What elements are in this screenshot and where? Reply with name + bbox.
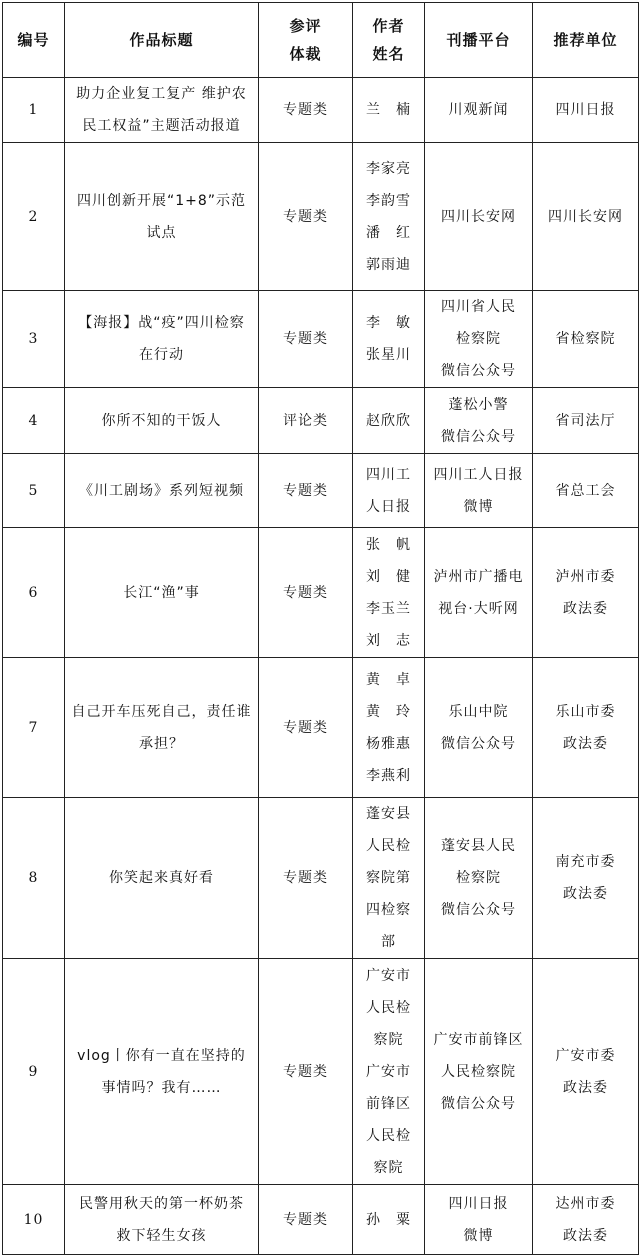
- platform-cell-line: 川观新闻: [448, 102, 509, 118]
- authors-cell-line: 张星川: [366, 347, 411, 363]
- unit-cell: [533, 959, 639, 1185]
- unit-cell-line: 政法委: [563, 600, 608, 617]
- work-title-line: 承担？: [139, 735, 184, 752]
- unit-cell: [533, 1185, 639, 1255]
- authors-cell-line: 潘 红: [366, 224, 411, 241]
- unit-cell-line: 四川日报: [555, 102, 616, 118]
- unit-cell-line: 省检察院: [555, 331, 616, 347]
- authors-cell-line: 察院: [373, 1159, 404, 1176]
- unit-cell: [533, 658, 639, 798]
- authors-cell: [353, 388, 425, 454]
- authors-cell: [353, 798, 425, 959]
- unit-cell: [533, 388, 639, 454]
- genre-cell: 专题类: [259, 454, 353, 528]
- work-title: [65, 78, 259, 143]
- unit-cell-line: 乐山市委: [555, 703, 616, 720]
- platform-cell-line: 四川工人日报: [433, 466, 524, 483]
- work-title-line: 自己开车压死自己，责任谁: [71, 703, 252, 720]
- work-title-line: 长江“渔”事: [123, 584, 200, 601]
- work-title: [65, 1185, 259, 1255]
- platform-cell-line: 人民检察院: [441, 1063, 516, 1080]
- work-title-line: 民工权益”主题活动报道: [82, 118, 241, 134]
- genre-cell: 专题类: [259, 78, 353, 143]
- authors-cell-line: 人民检: [366, 999, 411, 1016]
- work-title-line: 民警用秋天的第一杯奶茶: [79, 1195, 244, 1212]
- table-row: [3, 454, 639, 528]
- authors-cell-line: 张 帆: [366, 536, 411, 553]
- work-title-line: 事情吗？我有……: [101, 1079, 222, 1096]
- genre-cell: 评论类: [259, 388, 353, 454]
- header-platform: [425, 3, 533, 78]
- row-number: 4: [3, 388, 65, 454]
- platform-cell-line: 微博: [463, 498, 494, 515]
- header-number: [3, 3, 65, 78]
- platform-cell: [425, 143, 533, 291]
- authors-cell-line: 孙 粟: [366, 1211, 411, 1228]
- platform-cell: [425, 454, 533, 528]
- header-text: 编号: [17, 31, 50, 49]
- unit-cell: [533, 291, 639, 388]
- platform-cell-line: 乐山中院: [448, 703, 509, 720]
- authors-cell-line: 李燕利: [366, 767, 411, 784]
- authors-cell-line: 刘 志: [366, 632, 411, 649]
- header-text: 作品标题: [129, 31, 194, 49]
- unit-cell: [533, 78, 639, 143]
- platform-cell-line: 微信公众号: [441, 1095, 516, 1112]
- authors-cell: [353, 78, 425, 143]
- work-title: [65, 143, 259, 291]
- genre-cell: 专题类: [259, 798, 353, 959]
- row-number: 9: [3, 959, 65, 1185]
- platform-cell-line: 微信公众号: [441, 735, 516, 752]
- work-title-line: 助力企业复工复产 维护农: [76, 86, 247, 102]
- table-row: [3, 388, 639, 454]
- work-title: [65, 291, 259, 388]
- unit-cell-line: 政法委: [563, 1227, 608, 1244]
- authors-cell-line: 人民检: [366, 838, 411, 854]
- authors-cell-line: 广安市: [366, 1063, 411, 1080]
- header-author: [353, 3, 425, 78]
- genre-cell: 专题类: [259, 959, 353, 1185]
- work-title-line: vlog丨你有一直在坚持的: [77, 1047, 246, 1064]
- row-number: 5: [3, 454, 65, 528]
- header-row: [3, 3, 639, 78]
- header-text: 刊播平台: [446, 31, 511, 49]
- work-title: [65, 798, 259, 959]
- unit-cell-line: 政法委: [563, 886, 608, 902]
- header-text: 姓名: [372, 45, 405, 63]
- header-title: [65, 3, 259, 78]
- authors-cell: [353, 658, 425, 798]
- genre-cell: 专题类: [259, 143, 353, 291]
- row-number: 8: [3, 798, 65, 959]
- table-row: [3, 658, 639, 798]
- unit-cell-line: 四川长安网: [548, 208, 623, 225]
- authors-cell-line: 杨雅惠: [366, 735, 411, 752]
- header-text: 推荐单位: [553, 31, 618, 49]
- platform-cell-line: 检察院: [456, 870, 501, 886]
- row-number: 3: [3, 291, 65, 388]
- platform-cell-line: 视台·大听网: [438, 600, 519, 617]
- header-text: 作者: [372, 17, 405, 35]
- header-text: 参评: [289, 17, 322, 35]
- unit-cell-line: 政法委: [563, 735, 608, 752]
- unit-cell-line: 达州市委: [555, 1195, 616, 1212]
- genre-cell: 专题类: [259, 291, 353, 388]
- unit-cell-line: 省司法厅: [555, 412, 616, 429]
- row-number: 2: [3, 143, 65, 291]
- work-title-line: 在行动: [139, 347, 184, 363]
- table-row: [3, 78, 639, 143]
- platform-cell-line: 微信公众号: [441, 428, 516, 445]
- work-title-line: 你所不知的干饭人: [101, 412, 222, 429]
- row-number: 10: [3, 1185, 65, 1255]
- authors-cell-line: 李家亮: [366, 160, 411, 177]
- unit-cell: [533, 454, 639, 528]
- authors-cell: [353, 291, 425, 388]
- platform-cell-line: 四川长安网: [441, 208, 516, 225]
- work-title-line: 四川创新开展“1+8”示范: [76, 192, 247, 209]
- row-number: 1: [3, 78, 65, 143]
- header-text: 体裁: [289, 45, 322, 63]
- authors-cell: [353, 959, 425, 1185]
- authors-cell-line: 人民检: [366, 1127, 411, 1144]
- platform-cell-line: 微博: [463, 1227, 494, 1244]
- authors-cell-line: 广安市: [366, 967, 411, 984]
- work-title: [65, 454, 259, 528]
- authors-cell-line: 李韵雪: [366, 192, 411, 209]
- table-row: [3, 291, 639, 388]
- work-title-line: 【海报】战“疫”四川检察: [78, 315, 245, 331]
- authors-cell: [353, 454, 425, 528]
- platform-cell: [425, 78, 533, 143]
- platform-cell: [425, 528, 533, 658]
- platform-cell: [425, 388, 533, 454]
- work-title: [65, 658, 259, 798]
- platform-cell-line: 微信公众号: [441, 902, 516, 918]
- platform-cell-line: 蓬松小警: [448, 396, 509, 413]
- work-title: [65, 388, 259, 454]
- table-row: [3, 959, 639, 1185]
- platform-cell-line: 泸州市广播电: [433, 568, 524, 585]
- unit-cell: [533, 798, 639, 959]
- authors-cell-line: 人日报: [366, 498, 411, 515]
- row-number: 6: [3, 528, 65, 658]
- platform-cell-line: 四川省人民: [441, 299, 516, 315]
- work-title: [65, 959, 259, 1185]
- authors-cell-line: 李玉兰: [366, 600, 411, 617]
- authors-cell-line: 李 敏: [366, 315, 411, 331]
- authors-cell: [353, 528, 425, 658]
- authors-cell-line: 四川工: [366, 466, 411, 483]
- work-title-line: 试点: [146, 224, 177, 241]
- unit-cell-line: 泸州市委: [555, 568, 616, 585]
- unit-cell-line: 省总工会: [555, 482, 616, 499]
- platform-cell-line: 四川日报: [448, 1195, 509, 1212]
- genre-cell: 专题类: [259, 528, 353, 658]
- platform-cell-line: 蓬安县人民: [441, 838, 516, 854]
- authors-cell: [353, 1185, 425, 1255]
- header-genre: [259, 3, 353, 78]
- table-row: [3, 143, 639, 291]
- table-row: [3, 528, 639, 658]
- table-body: [3, 78, 639, 1255]
- authors-cell-line: 赵欣欣: [366, 412, 411, 429]
- unit-cell-line: 广安市委: [555, 1047, 616, 1064]
- platform-cell: [425, 658, 533, 798]
- platform-cell: [425, 959, 533, 1185]
- unit-cell-line: 政法委: [563, 1079, 608, 1096]
- unit-cell: [533, 528, 639, 658]
- unit-cell-line: 南充市委: [555, 854, 616, 870]
- genre-cell: 专题类: [259, 658, 353, 798]
- genre-cell: 专题类: [259, 1185, 353, 1255]
- authors-cell-line: 察院: [373, 1031, 404, 1048]
- authors-cell-line: 前锋区: [366, 1095, 411, 1112]
- authors-cell-line: 郭雨迪: [366, 256, 411, 273]
- work-title: [65, 528, 259, 658]
- authors-cell-line: 部: [381, 934, 396, 950]
- works-table: [2, 2, 639, 1255]
- row-number: 7: [3, 658, 65, 798]
- authors-cell-line: 黄 卓: [366, 671, 411, 688]
- authors-cell-line: 兰 楠: [366, 102, 411, 118]
- authors-cell-line: 察院第: [366, 870, 411, 886]
- authors-cell-line: 四检察: [366, 902, 411, 918]
- work-title-line: 救下轻生女孩: [116, 1227, 207, 1244]
- work-title-line: 你笑起来真好看: [109, 870, 214, 886]
- platform-cell-line: 广安市前锋区: [433, 1031, 524, 1048]
- platform-cell-line: 检察院: [456, 331, 501, 347]
- table-row: [3, 1185, 639, 1255]
- unit-cell: [533, 143, 639, 291]
- table-row: [3, 798, 639, 959]
- header-unit: [533, 3, 639, 78]
- platform-cell: [425, 291, 533, 388]
- platform-cell: [425, 1185, 533, 1255]
- authors-cell-line: 蓬安县: [366, 806, 411, 822]
- platform-cell: [425, 798, 533, 959]
- platform-cell-line: 微信公众号: [441, 363, 516, 379]
- authors-cell-line: 黄 玲: [366, 703, 411, 720]
- work-title-line: 《川工剧场》系列短视频: [79, 482, 244, 499]
- authors-cell-line: 刘 健: [366, 568, 411, 585]
- authors-cell: [353, 143, 425, 291]
